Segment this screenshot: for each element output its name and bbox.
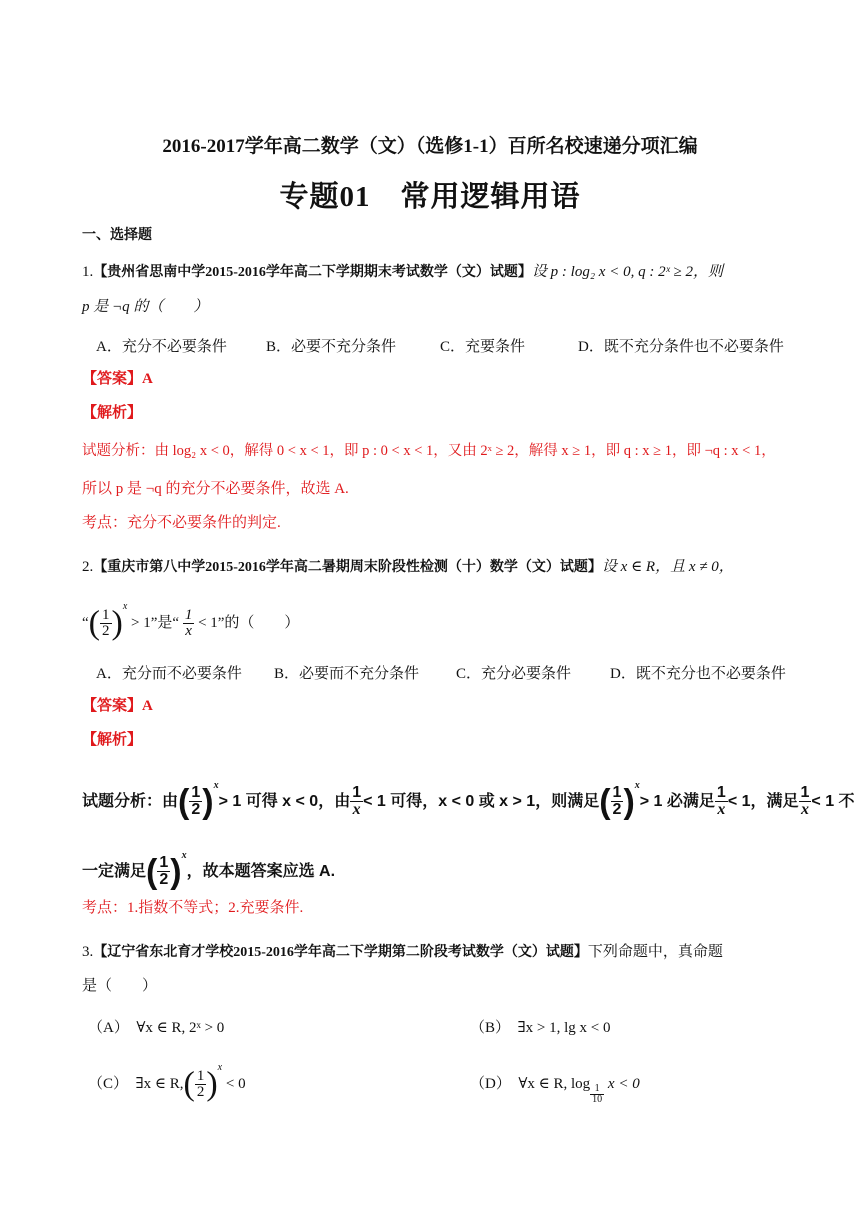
q2-an-half-1 xyxy=(189,785,202,818)
q1-analysis-line1: 试题分析：由 log₂ x < 0，解得 0 < x < 1，即 p : 0 < x < 1，又由 2ˣ ≥ 2，解得 x ≥ 1，即 q : x ≥ 1，即 ¬q : x < 1， xyxy=(82,443,776,459)
q2-an-recip-2 xyxy=(715,785,728,818)
frac-num: 1 xyxy=(800,784,810,802)
q1-kaodian: 考点：充分不必要条件的判定. xyxy=(82,515,281,531)
q2-option-d: D．既不充分也不必要条件 xyxy=(610,666,786,682)
q2-an-c: < 1 可得，x < 0 或 x > 1，则满足 xyxy=(363,793,600,810)
frac-den: 2 xyxy=(159,871,169,889)
q3-opt-d-pre: （D） ∀x ∈ R, log xyxy=(470,1076,591,1092)
exp: x xyxy=(213,780,219,791)
frac-den: 2 xyxy=(191,801,201,819)
q1-answer: 【答案】A xyxy=(82,371,153,387)
topic-title: 专题01 常用逻辑用语 xyxy=(279,181,581,213)
q2-stem-lt1: < 1”的（ ） xyxy=(198,615,300,631)
frac-num: 1 xyxy=(716,784,726,802)
q2-analysis-label: 【解析】 xyxy=(82,732,143,748)
q2-kaodian: 考点：1.指数不等式；2.充要条件. xyxy=(82,900,304,916)
frac-num: 1 xyxy=(191,784,201,802)
q2-option-c: C．充分必要条件 xyxy=(456,666,572,682)
q2-an-f: < 1 不 xyxy=(811,793,855,810)
q1-source: 【贵州省思南中学2015-2016学年高二下学期期末考试数学（文）试题】 xyxy=(93,265,532,280)
q3-opt-d-subscript xyxy=(590,1084,604,1105)
exp: x xyxy=(634,780,640,791)
document-title: 2016-2017学年高二数学（文）（选修1-1）百所名校速递分项汇编 xyxy=(162,136,698,157)
paren-r: ) xyxy=(170,852,182,891)
q1-number: 1. xyxy=(82,264,94,280)
q3-opt-c-half xyxy=(195,1069,207,1100)
q2-an-a: 试题分析：由 xyxy=(82,793,179,810)
q2-half-num: 1 xyxy=(102,607,110,624)
q1-stem-a: 设 p : log₂ x < 0, q : 2ˣ ≥ 2，则 xyxy=(531,264,724,280)
paren-r: ) xyxy=(206,1065,218,1103)
paren-r: ) xyxy=(623,782,635,821)
frac-den: 2 xyxy=(612,801,622,819)
q1-option-a: A．充分不必要条件 xyxy=(96,339,227,355)
q2-quote-open: “ xyxy=(82,615,89,631)
q2-recip-den: x xyxy=(185,623,192,640)
frac-den: x xyxy=(800,801,809,819)
q2-option-b: B．必要而不充分条件 xyxy=(274,666,420,682)
frac-den: x xyxy=(352,801,361,819)
q2-paren-left: ( xyxy=(88,604,100,642)
q3-option-c xyxy=(88,1062,246,1102)
q2-number: 2. xyxy=(82,559,94,575)
q3-opt-c-post: < 0 xyxy=(225,1076,246,1092)
q2-stem-line2 xyxy=(82,597,299,641)
q2-half-den: 2 xyxy=(102,623,110,640)
q2-an-recip-1 xyxy=(350,785,363,818)
frac-den: 2 xyxy=(196,1084,205,1101)
q1-option-d: D．既不充分条件也不必要条件 xyxy=(578,339,784,355)
q2-an-half-2 xyxy=(611,785,624,818)
q3-stem-line2: 是（ ） xyxy=(82,978,158,994)
q1-analysis-label: 【解析】 xyxy=(82,405,143,421)
q2-stem-gt1: > 1”是“ xyxy=(131,615,180,631)
q2-an-recip-3 xyxy=(799,785,812,818)
q3-opt-c-pre: （C） ∃x ∈ R, xyxy=(88,1076,184,1092)
frac-num: 1 xyxy=(590,1084,604,1095)
paren-l: ( xyxy=(146,852,158,891)
q2-an-e: < 1，满足 xyxy=(727,793,799,810)
q2-exponent: x xyxy=(122,601,128,612)
q1-option-b: B．必要不充分条件 xyxy=(266,339,397,355)
frac-num: 1 xyxy=(159,854,169,872)
q2-stem-a: 设 x ∈ R，且 x ≠ 0， xyxy=(601,559,734,575)
frac-num: 1 xyxy=(612,784,622,802)
q3-opt-d-post: x < 0 xyxy=(607,1076,640,1092)
exp: x xyxy=(181,850,187,861)
q2-recip-num: 1 xyxy=(184,607,193,624)
q3-option-d xyxy=(470,1072,640,1105)
q2-an-h: ，故本题答案应选 A. xyxy=(186,863,336,880)
q2-half-fraction xyxy=(100,608,112,639)
q2-paren-right: ) xyxy=(111,604,123,642)
q1-analysis-line2: 所以 p 是 ¬q 的充分不必要条件，故选 A. xyxy=(82,481,349,497)
q3-option-b: （B） ∃x > 1, lg x < 0 xyxy=(470,1020,611,1036)
q2-answer: 【答案】A xyxy=(82,698,153,714)
q2-analysis-line2 xyxy=(82,834,335,894)
q3-source: 【辽宁省东北育才学校2015-2016学年高二下学期第二阶段考试数学（文）试题】 xyxy=(93,945,588,960)
paren-l: ( xyxy=(178,782,190,821)
q3-stem-a: 下列命题中，真命题 xyxy=(587,944,723,960)
q2-option-a: A．充分而不必要条件 xyxy=(96,666,242,682)
q1-stem-line1 xyxy=(82,262,723,283)
section-heading: 一、选择题 xyxy=(82,228,152,243)
q3-number: 3. xyxy=(82,944,94,960)
q2-an-half-3 xyxy=(157,855,170,888)
q2-recip-fraction xyxy=(183,608,195,639)
q1-stem-line2: p 是 ¬q 的（ ） xyxy=(82,299,209,315)
frac-den: x xyxy=(717,801,726,819)
q2-an-b: > 1 可得 x < 0，由 xyxy=(218,793,351,810)
q3-option-a: （A） ∀x ∈ R, 2ˣ > 0 xyxy=(88,1020,225,1036)
paren-r: ) xyxy=(202,782,214,821)
q2-stem-line1 xyxy=(82,557,734,578)
frac-den: 10 xyxy=(592,1094,603,1105)
paren-l: ( xyxy=(183,1065,195,1103)
q2-an-d: > 1 必满足 xyxy=(639,793,715,810)
q1-option-c: C．充要条件 xyxy=(440,339,526,355)
exp: x xyxy=(217,1062,223,1073)
q2-analysis-line1 xyxy=(82,764,855,824)
paren-l: ( xyxy=(599,782,611,821)
frac-num: 1 xyxy=(352,784,362,802)
frac-num: 1 xyxy=(196,1068,205,1085)
q2-an-g: 一定满足 xyxy=(82,863,147,880)
q3-stem-line1 xyxy=(82,942,723,963)
q2-source: 【重庆市第八中学2015-2016学年高二暑期周末阶段性检测（十）数学（文）试题】 xyxy=(93,560,602,575)
